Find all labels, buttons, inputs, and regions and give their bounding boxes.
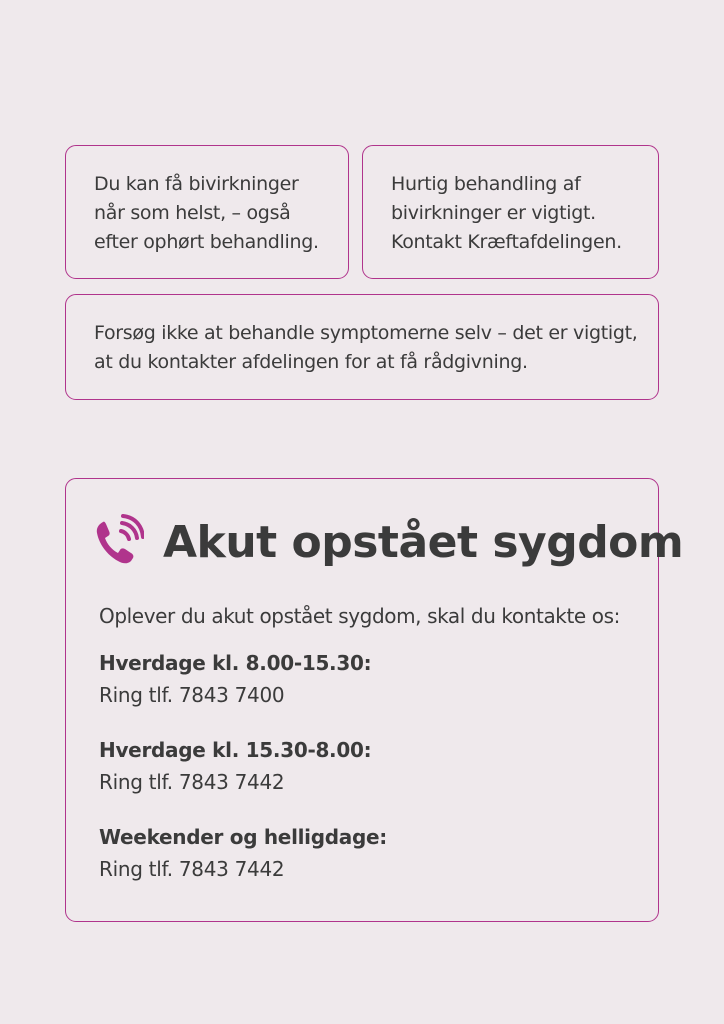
contact-weekday-night <box>99 734 371 798</box>
info-line: at du kontakter afdelingen for at få rådgivning. <box>94 351 528 373</box>
emergency-contact-box <box>65 478 684 922</box>
contact-heading: Weekender og helligdage: <box>99 825 387 849</box>
info-line: Forsøg ikke at behandle symptomerne selv – det er vigtigt, <box>94 322 638 344</box>
info-line: Kontakt Kræftafdelingen. <box>391 231 622 253</box>
info-line: efter ophørt behandling. <box>94 231 319 253</box>
contact-heading: Hverdage kl. 8.00-15.30: <box>99 651 372 675</box>
contact-phone: Ring tlf. 7843 7400 <box>99 683 285 707</box>
phone-icon <box>94 513 144 567</box>
contact-weekend-holiday <box>99 821 387 885</box>
contact-weekday-day <box>99 647 371 711</box>
info-box-quick-treatment <box>362 145 659 279</box>
info-box-dont-self-treat <box>65 294 659 400</box>
info-line: Du kan få bivirkninger <box>94 173 299 195</box>
info-line: bivirkninger er vigtigt. <box>391 202 596 224</box>
contact-heading: Hverdage kl. 15.30-8.00: <box>99 738 372 762</box>
info-text <box>391 170 622 257</box>
info-text <box>94 170 319 257</box>
contact-phone: Ring tlf. 7843 7442 <box>99 857 285 881</box>
intro-text: Oplever du akut opstået sygdom, skal du kontakte os: <box>99 604 620 628</box>
info-line: når som helst, – også <box>94 202 291 224</box>
info-text <box>94 319 638 377</box>
section-title: Akut opstået sygdom <box>163 517 684 568</box>
contact-phone: Ring tlf. 7843 7442 <box>99 770 285 794</box>
info-box-side-effects-anytime <box>65 145 349 279</box>
info-line: Hurtig behandling af <box>391 173 581 195</box>
